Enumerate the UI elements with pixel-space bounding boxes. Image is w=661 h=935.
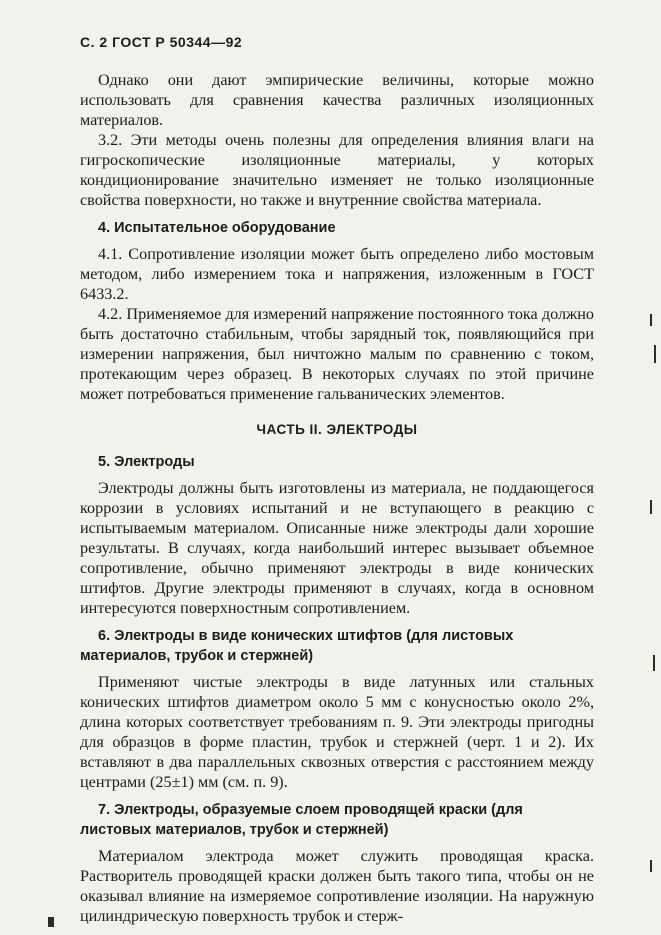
paragraph-intro: Однако они дают эмпирические величины, которые можно использовать для сравнения качества различных изоляционных материалов. xyxy=(80,71,594,129)
scan-mark-1 xyxy=(650,314,652,326)
section-heading-5: 5. Электроды xyxy=(98,454,195,470)
paragraph-5: Электроды должны быть изготовлены из материала, не поддающегося коррозии в условиях испытаний и не вступающего в реакцию с испытываемым материалом. Описанные ниже электроды дали хорошие результаты. В случаях, когда наибольший интерес вызывает объемное сопротивление, обычно применяют электроды в виде конических штифтов. Другие электроды применяют в случаях, когда в основном интересуются поверхностным сопротивлением. xyxy=(80,479,594,617)
paragraph-6: Применяют чистые электроды в виде латунных или стальных конических штифтов диаметром около 5 мм с конусностью около 2%, длина которых соответствует требованиям п. 9. Эти электроды пригодны для образцов в форме пластин, трубок и стержней (черт. 1 и 2). Их вставляют в два параллельных сквозных отверстия с расстоянием между центрами (25±1) мм (см. п. 9). xyxy=(80,673,594,791)
paragraph-3-2: 3.2. Эти методы очень полезны для определения влияния влаги на гигроскопические изоляционные материалы, у которых кондиционирование значительно изменяет не только изоляционные свойства поверхности, но также и внутренние свойства материала. xyxy=(80,131,594,209)
scan-mark-5 xyxy=(650,860,652,872)
part-heading: ЧАСТЬ II. ЭЛЕКТРОДЫ xyxy=(256,422,418,437)
scan-mark-4 xyxy=(653,655,655,671)
scan-mark-3 xyxy=(650,500,652,514)
scan-mark-bottom xyxy=(48,917,54,927)
paragraph-7: Материалом электрода может служить проводящая краска. Растворитель проводящей краски должен быть такого типа, чтобы он не оказывал влияние на измеряемое сопротивление изоляции. На наружную цилиндрическую поверхность трубок и стерж- xyxy=(80,847,594,925)
section-heading-7: 7. Электроды, образуемые слоем проводящей краски (для листовых материалов, трубок и стержней) xyxy=(80,802,523,838)
page-content xyxy=(80,70,594,926)
section-heading-6: 6. Электроды в виде конических штифтов (для листовых материалов, трубок и стержней) xyxy=(80,628,514,664)
page-header: С. 2 ГОСТ Р 50344—92 xyxy=(80,34,243,50)
scan-mark-2 xyxy=(654,345,656,363)
section-heading-4: 4. Испытательное оборудование xyxy=(98,220,336,236)
paragraph-4-2: 4.2. Применяемое для измерений напряжение постоянного тока должно быть достаточно стабильным, чтобы зарядный ток, появляющийся при измерении напряжения, был ничтожно малым по сравнению с током, протекающим через образец. В некоторых случаях по этой причине может потребоваться применение гальванических элементов. xyxy=(80,305,594,403)
paragraph-4-1: 4.1. Сопротивление изоляции может быть определено либо мостовым методом, либо измерением тока и напряжения, изложенным в ГОСТ 6433.2. xyxy=(80,245,594,303)
